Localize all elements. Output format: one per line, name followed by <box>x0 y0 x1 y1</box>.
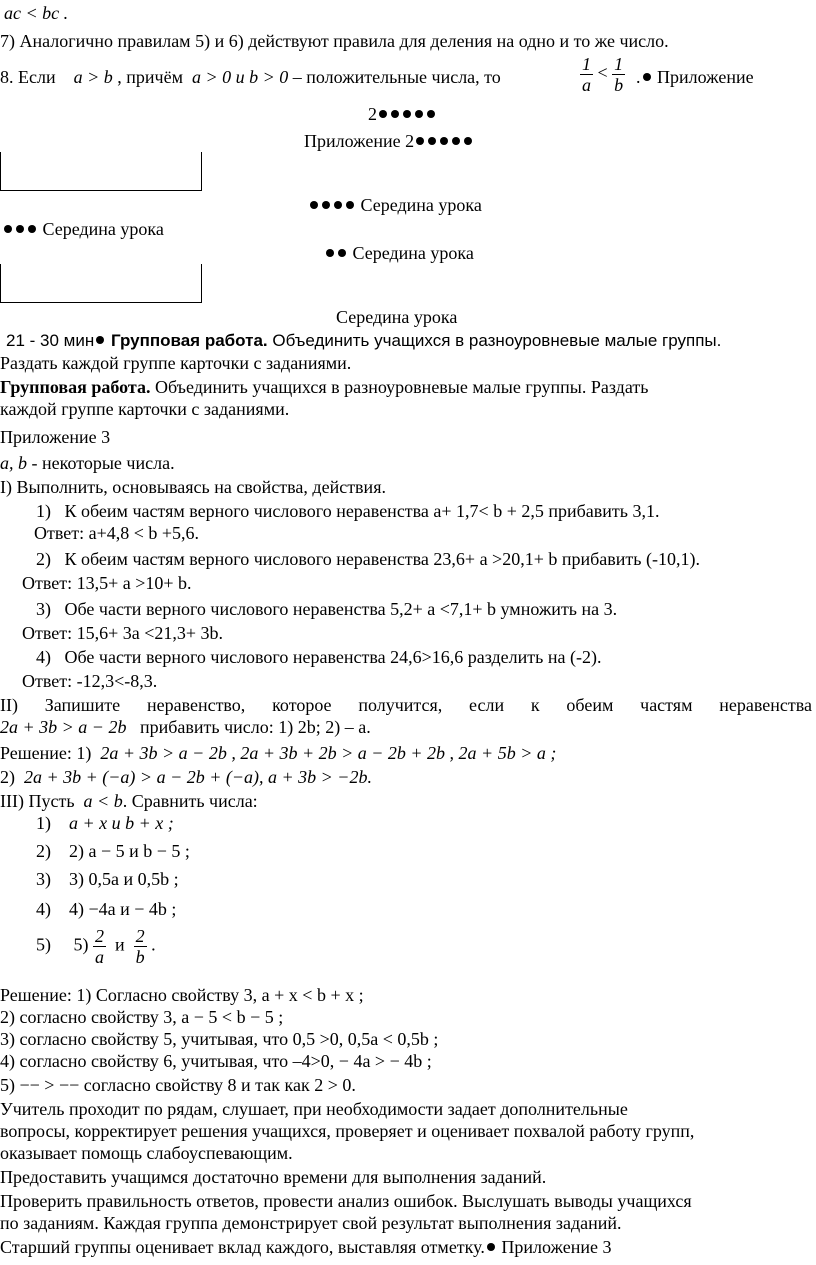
fraction-2-over-a: $\frac{2}{a}$ <box>95 926 104 967</box>
solution-3-line-1: Решение: 1) Согласно свойству 3, a + x < b + x ; <box>0 985 364 1005</box>
item-text: 3) 0,5a и 0,5b ; <box>69 869 179 889</box>
bullet-icon <box>4 225 12 233</box>
task-item-1 <box>36 500 659 522</box>
compare-item-5 <box>36 926 156 967</box>
solution-3-line-5: 5) −− > −− согласно свойству 8 и так как 2 > 0. <box>0 1075 356 1095</box>
solution-expression: 2a + 3b > a − 2b , 2a + 3b + 2b > a − 2b + 2b , 2a + 5b > a ; <box>100 743 557 763</box>
section-3-heading <box>0 790 258 812</box>
compare-item-2 <box>36 840 190 862</box>
group-work-text-2: Раздать каждой группе карточки с заданиями. <box>0 353 352 373</box>
item-number: 1) <box>36 501 51 521</box>
compare-item-1 <box>36 812 174 834</box>
rule-8-condition: a > b <box>73 67 113 87</box>
bullet-icon <box>96 336 104 344</box>
middle-lesson-label: Середина урока <box>42 219 164 239</box>
bullet-icon <box>428 137 436 145</box>
section-3-label: III) Пусть <box>0 791 75 811</box>
fraction-2-over-b: $\frac{2}{b}$ <box>135 926 145 967</box>
bullet-icon <box>452 137 460 145</box>
solution-3-line-3: 3) согласно свойству 5, учитывая, что 0,5 >0, 0,5a < 0,5b ; <box>0 1029 439 1049</box>
section-1-heading: I) Выполнить, основываясь на свойства, действия. <box>0 477 386 497</box>
fraction-1-over-a: $\frac{1}{a}$ <box>582 54 591 95</box>
item-prefix: 5) <box>73 934 89 955</box>
item-text: 4) −4a и − 4b ; <box>69 899 177 919</box>
rule-8-fractions <box>580 54 625 95</box>
bullet-icon <box>427 110 435 118</box>
item-text: Обе части верного числового неравенства 24,6>16,6 разделить на (-2). <box>64 647 602 667</box>
bullet-icon <box>416 137 424 145</box>
group-work-title: Групповая работа. <box>0 377 151 397</box>
bullet-icon <box>346 201 354 209</box>
rule-8 <box>0 66 501 88</box>
bullet-icon <box>464 137 472 145</box>
closing-paragraph-1c: оказывает помощь слабоуспевающим. <box>0 1143 293 1163</box>
item-text: a + x и b + x ; <box>69 813 174 833</box>
bullet-icon <box>391 110 399 118</box>
closing-paragraph-2: Предоставить учащимся достаточно времени для выполнения заданий. <box>0 1167 547 1187</box>
empty-frame-bottom <box>0 264 202 303</box>
rule-8-condition-2: a > 0 и b > 0 <box>191 67 289 87</box>
variables: a, b <box>0 453 27 473</box>
middle-lesson-label: Середина урока <box>360 195 482 215</box>
closing-paragraph-3a: Проверить правильность ответов, провести анализ ошибок. Выслушать выводы учащихся <box>0 1191 692 1211</box>
item-number: 2) <box>36 841 51 861</box>
fraction-1-over-b: $\frac{1}{b}$ <box>614 54 624 95</box>
section-2-tail: прибавить число: 1) 2b; 2) – a. <box>139 717 371 737</box>
group-work-text: Объединить учащихся в разноуровневые малые группы. Раздать <box>154 377 649 397</box>
appendix-label: Приложение <box>657 67 754 87</box>
bullet-icon <box>415 110 423 118</box>
closing-text: Старший группы оценивает вклад каждого, выставляя отметку. <box>0 1237 485 1257</box>
item-number: 4) <box>36 647 51 667</box>
group-work-title: Групповая работа. <box>110 331 268 350</box>
closing-paragraph-3b: по заданиям. Каждая группа демонстрирует свой результат выполнения заданий. <box>0 1213 622 1233</box>
item-number: 3) <box>36 599 51 619</box>
item-text: К обеим частям верного числового неравенства a+ 1,7< b + 2,5 прибавить 3,1. <box>64 501 660 521</box>
bullet-icon <box>16 225 24 233</box>
rule-7: 7) Аналогично правилам 5) и 6) действуют правила для деления на одно и то же число. <box>0 31 669 51</box>
intro-text: - некоторые числа. <box>31 453 175 473</box>
task-item-2 <box>36 548 700 570</box>
task-answer-1: Ответ: a+4,8 < b +5,6. <box>34 523 200 543</box>
item-end: . <box>151 934 156 955</box>
bullet-icon <box>334 201 342 209</box>
closing-paragraph-1b: вопросы, корректирует решения учащихся, проверяет и оценивает похвалой работу групп, <box>0 1121 695 1141</box>
rule-8-appendix <box>636 66 754 88</box>
marker-middle-0: Середина урока <box>336 307 458 327</box>
solution-3-line-2: 2) согласно свойству 3, a − 5 < b − 5 ; <box>0 1007 284 1027</box>
bullet-icon <box>310 201 318 209</box>
solution-expression: 2a + 3b + (−a) > a − 2b + (−a), a + 3b > −2b. <box>24 767 372 787</box>
bullet-icon <box>379 110 387 118</box>
appendix-number-line <box>368 103 437 125</box>
empty-frame-top <box>0 152 202 191</box>
group-work-repeat-2: каждой группе карточки с заданиями. <box>0 399 290 419</box>
bullet-icon <box>487 1243 495 1251</box>
bullet-icon <box>403 110 411 118</box>
less-than-sign: < <box>597 62 608 83</box>
bullet-icon <box>338 249 346 257</box>
and-word: и <box>115 934 125 955</box>
solution-2-line-2 <box>0 766 372 788</box>
middle-lesson-label: Середина урока <box>352 243 474 263</box>
task-answer-2: Ответ: 13,5+ a >10+ b. <box>22 573 192 593</box>
item-text: 2) a − 5 и b − 5 ; <box>69 841 190 861</box>
appendix-3-ref: Приложение 3 <box>501 1237 612 1257</box>
section-3-condition: a < b <box>83 791 123 811</box>
appendix-3-label: Приложение 3 <box>0 427 111 447</box>
item-number: 3) <box>36 869 51 889</box>
compare-item-4 <box>36 898 176 920</box>
marker-middle-3 <box>2 218 164 240</box>
rule-8-tail: – положительные числа, то <box>292 67 501 87</box>
bullet-icon <box>322 201 330 209</box>
section-3-tail: . Сравнить числа: <box>122 791 258 811</box>
item-text: К обеим частям верного числового неравенства 23,6+ a >20,1+ b прибавить (-10,1). <box>64 549 700 569</box>
appendix-2-label: Приложение 2 <box>304 131 415 151</box>
group-work-text: Объединить учащихся в разноуровневые малые группы. <box>272 331 722 350</box>
group-work-heading <box>6 330 721 352</box>
task-answer-4: Ответ: -12,3<-8,3. <box>22 671 158 691</box>
solution-label: 2) <box>0 767 15 787</box>
marker-middle-4 <box>308 194 482 216</box>
closing-paragraph-1a: Учитель проходит по рядам, слушает, при необходимости задает дополнительные <box>0 1099 628 1119</box>
task-answer-3: Ответ: 15,6+ 3a <21,3+ 3b. <box>22 623 224 643</box>
bullet-icon <box>440 137 448 145</box>
item-number: 5) <box>36 934 51 955</box>
solution-2-line-1 <box>0 742 556 764</box>
item-number: 4) <box>36 899 51 919</box>
compare-item-3 <box>36 868 179 890</box>
task-item-4 <box>36 646 601 668</box>
previous-formula: ac < bc . <box>4 3 69 23</box>
marker-middle-2 <box>324 242 474 264</box>
inequality: 2a + 3b > a − 2b <box>0 717 127 737</box>
rule-8-prefix: 8. Если <box>0 67 56 87</box>
time-range: 21 - 30 мин <box>6 331 95 350</box>
bullet-icon <box>28 225 36 233</box>
bullet-icon <box>326 249 334 257</box>
task-intro <box>0 452 175 474</box>
solution-3-line-4: 4) согласно свойству 6, учитывая, что –4>0, − 4a > − 4b ; <box>0 1051 432 1071</box>
closing-paragraph-4 <box>0 1236 611 1258</box>
item-text: Обе части верного числового неравенства 5,2+ a <7,1+ b умножить на 3. <box>64 599 618 619</box>
rule-8-mid: , причём <box>117 67 183 87</box>
rule-8-end: . <box>636 67 641 87</box>
appendix-2-line <box>304 130 474 152</box>
task-item-3 <box>36 598 617 620</box>
item-number: 1) <box>36 813 51 833</box>
appendix-number: 2 <box>368 104 377 124</box>
section-2-heading: II) Запишите неравенство, которое получится, если к обеим частям неравенства <box>0 695 812 715</box>
section-2-expression <box>0 716 371 738</box>
solution-label: Решение: 1) <box>0 743 92 763</box>
group-work-repeat <box>0 376 648 398</box>
bullet-icon <box>643 73 651 81</box>
item-number: 2) <box>36 549 51 569</box>
